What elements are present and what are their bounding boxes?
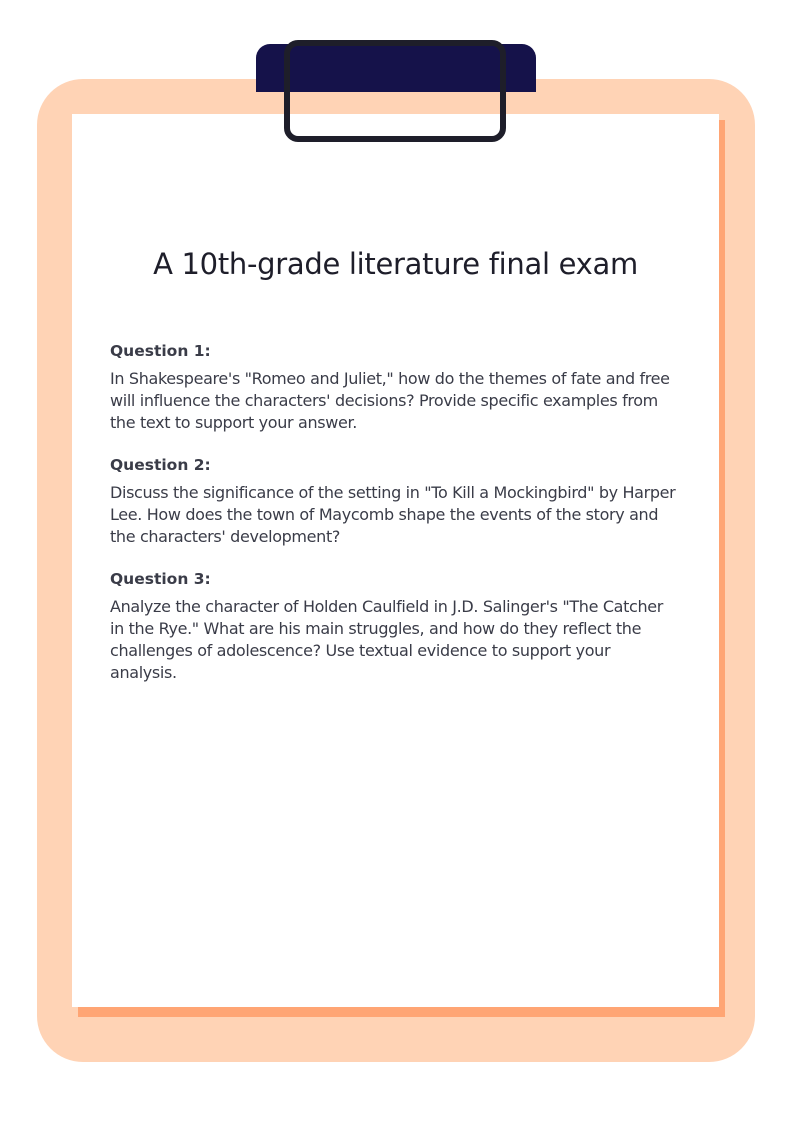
- question-label: Question 2:: [110, 456, 211, 474]
- question-list: [110, 340, 680, 704]
- clipboard-clip-ring: [284, 40, 506, 142]
- question-text: In Shakespeare's "Romeo and Juliet," how do the themes of fate and free will influence the characters' decisions? Provide specific examples from the text to support your answer.: [110, 369, 670, 432]
- question-text: Discuss the significance of the setting in "To Kill a Mockingbird" by Harper Lee. How does the town of Maycomb shape the events of the story and the characters' development?: [110, 483, 676, 546]
- question-label: Question 1:: [110, 342, 211, 360]
- question-2: [110, 454, 680, 548]
- question-1: [110, 340, 680, 434]
- question-text: Analyze the character of Holden Caulfield in J.D. Salinger's "The Catcher in the Rye." What are his main struggles, and how do they reflect the challenges of adolescence? Use textual evidence to support your analysis.: [110, 597, 663, 682]
- question-label: Question 3:: [110, 570, 211, 588]
- page-title: A 10th-grade literature final exam: [153, 247, 638, 281]
- question-3: [110, 568, 680, 684]
